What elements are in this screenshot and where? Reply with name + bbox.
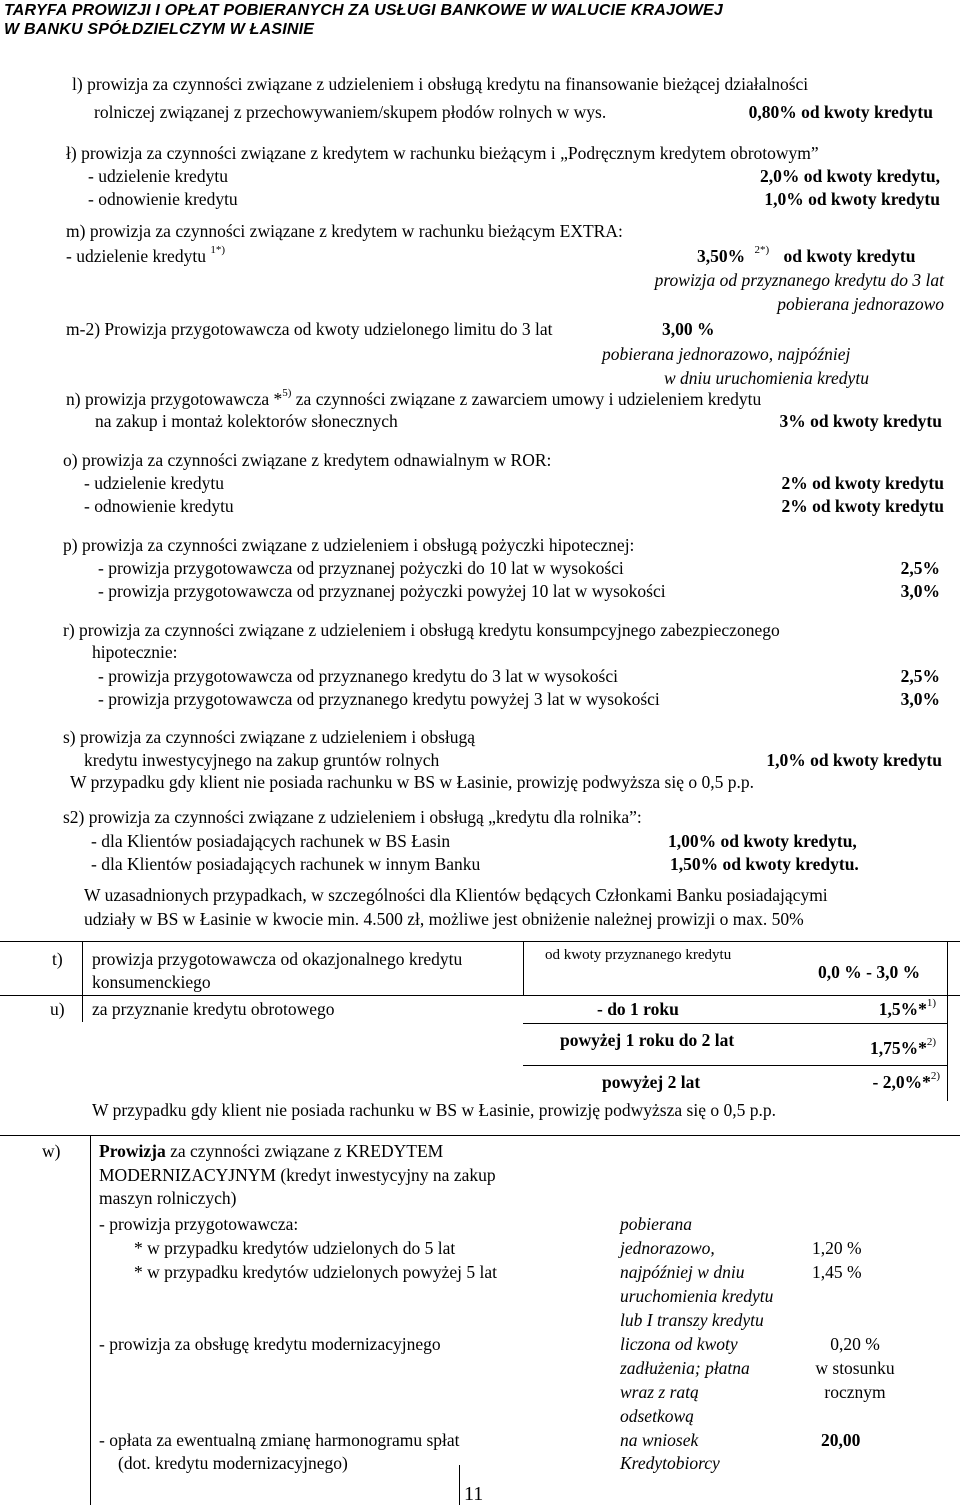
section-m2-note1: pobierana jednorazowo, najpóźniej xyxy=(602,344,851,364)
section-l-rate: 0,80% od kwoty kredytu xyxy=(748,102,933,122)
section-w-label: w) xyxy=(42,1141,61,1161)
section-s-line1: s) prowizja za czynności związane z udzieleniem i obsługą xyxy=(63,727,476,747)
section-w-fee2: (dot. kredytu modernizacyjnego) xyxy=(118,1453,348,1473)
section-u-period1: - do 1 roku xyxy=(597,999,679,1019)
table-tu-mid-border xyxy=(0,995,960,996)
section-t-basis: od kwoty przyznanego kredytu xyxy=(545,947,732,963)
section-p-rate1: 2,5% xyxy=(900,558,940,578)
section-t-desc1: prowizja przygotowawcza od okazjonalnego kredytu xyxy=(92,949,463,969)
section-m-item1 xyxy=(66,244,225,266)
section-u-rate1-sup: 1) xyxy=(926,997,936,1009)
section-t-label: t) xyxy=(52,949,63,969)
section-w-prep-note-2: jednorazowo, xyxy=(620,1238,715,1258)
section-p-item2: - prowizja przygotowawcza od przyznanej pożyczki powyżej 10 lat w wysokości xyxy=(98,581,666,601)
section-u-period2: powyżej 1 roku do 2 lat xyxy=(560,1030,735,1050)
section-u-rate3-sup: 2) xyxy=(930,1070,940,1082)
section-u-label: u) xyxy=(50,999,65,1019)
section-w-prep-rate1: 1,20 % xyxy=(812,1238,862,1258)
section-l2-rate2: 1,0% od kwoty kredytu xyxy=(764,189,940,209)
section-m-rate-sup: 2*) xyxy=(754,244,770,256)
section-r-line2: hipotecznie: xyxy=(92,642,178,662)
section-n-line1-a: n) prowizja przygotowawcza * xyxy=(66,389,283,409)
section-o-title: o) prowizja za czynności związane z kredytem odnawialnym w ROR: xyxy=(63,450,552,470)
table-u-row2-border xyxy=(523,1065,947,1066)
section-r-rate2: 3,0% xyxy=(900,689,940,709)
section-t-desc2: konsumenckiego xyxy=(92,972,211,992)
section-m2-title: m-2) Prowizja przygotowawcza od kwoty udzielonego limitu do 3 lat xyxy=(66,319,553,339)
section-m-note2: pobierana jednorazowo xyxy=(777,294,944,314)
section-w-serv-rate-1: 0,20 % xyxy=(830,1334,880,1354)
section-w-prep: - prowizja przygotowawcza: xyxy=(99,1214,299,1234)
section-w-prep-note-1: pobierana xyxy=(620,1214,692,1234)
section-r-item1: - prowizja przygotowawcza od przyznanego kredytu do 3 lat w wysokości xyxy=(98,666,618,686)
table-w-footer-divider xyxy=(459,1465,460,1505)
table-tu-top-border xyxy=(0,941,960,942)
table-u-row1-border xyxy=(523,1023,947,1024)
section-l-line2: rolniczej związanej z przechowywaniem/skupem płodów rolnych w wys. xyxy=(94,102,607,122)
section-s-line2: kredytu inwestycyjnego na zakup gruntów rolnych xyxy=(84,750,440,770)
section-w-title-rest: za czynności związane z KREDYTEM xyxy=(165,1141,444,1161)
section-w-prep2: * w przypadku kredytów udzielonych powyżej 5 lat xyxy=(134,1262,498,1282)
section-n-line1-b: za czynności związane z zawarciem umowy i udzieleniem kredytu xyxy=(291,389,762,409)
table-w-top-border xyxy=(0,1135,960,1136)
page-number: 11 xyxy=(464,1483,484,1505)
table-tu-divider-b xyxy=(82,995,83,1022)
section-r-line1: r) prowizja za czynności związane z udzieleniem i obsługą kredytu konsumpcyjnego zabezpieczonego xyxy=(63,620,780,640)
section-l2-rate1: 2,0% od kwoty kredytu, xyxy=(759,166,940,186)
section-p-rate2: 3,0% xyxy=(900,581,940,601)
header-title-line2: W BANKU SPÓŁDZIELCZYM W ŁASINIE xyxy=(4,21,315,38)
section-l2-item1: - udzielenie kredytu xyxy=(88,166,228,186)
section-w-fee-note-1: na wniosek xyxy=(620,1430,699,1450)
section-l2-item2: - odnowienie kredytu xyxy=(88,189,238,209)
section-w-title1 xyxy=(99,1143,443,1161)
header-title-line1: TARYFA PROWIZJI I OPŁAT POBIERANYCH ZA USŁUGI BANKOWE W WALUCIE KRAJOWEJ xyxy=(4,2,724,19)
section-n-sup: 5) xyxy=(282,387,292,399)
section-s2-item2: - dla Klientów posiadających rachunek w innym Banku xyxy=(91,854,481,874)
section-o-item1: - udzielenie kredytu xyxy=(84,473,224,493)
section-u-period3: powyżej 2 lat xyxy=(602,1072,701,1092)
table-t-col-divider xyxy=(523,941,524,995)
section-p-item1: - prowizja przygotowawcza od przyznanej pożyczki do 10 lat w wysokości xyxy=(98,558,624,578)
section-w-serv-rate-2: w stosunku xyxy=(815,1358,895,1378)
section-u-rate2 xyxy=(869,1036,936,1058)
section-w-serv-note-3: wraz z ratą xyxy=(620,1382,699,1402)
section-u-rate1 xyxy=(878,997,936,1019)
section-s2-note2: udziały w BS w Łasinie w kwocie min. 4.500 zł, możliwe jest obniżenie należnej prowizji o max. 50% xyxy=(84,909,804,929)
section-l-line1: l) prowizja za czynności związane z udzieleniem i obsługą kredytu na finansowanie bieżącej działalności xyxy=(72,74,809,94)
section-p-title: p) prowizja za czynności związane z udzieleniem i obsługą pożyczki hipotecznej: xyxy=(63,535,635,555)
section-m2-note2: w dniu uruchomienia kredytu xyxy=(664,368,869,388)
section-w-title2: MODERNIZACYJNYM (kredyt inwestycyjny na zakup xyxy=(99,1165,496,1185)
section-w-serv-note-4: odsetkową xyxy=(620,1406,694,1426)
section-w-serv: - prowizja za obsługę kredytu modernizacyjnego xyxy=(99,1334,441,1354)
section-n-line1 xyxy=(66,387,762,409)
section-w-prep-note-3: najpóźniej w dniu xyxy=(620,1262,745,1282)
section-w-fee-note-2: Kredytobiorcy xyxy=(620,1453,720,1473)
section-m-item1-sup: 1*) xyxy=(210,244,225,256)
section-s2-item1: - dla Klientów posiadających rachunek w BS Łasin xyxy=(91,831,451,851)
table-w-col1-divider xyxy=(90,1135,91,1505)
section-o-rate1: 2% od kwoty kredytu xyxy=(781,473,944,493)
section-l2-title: ł) prowizja za czynności związane z kredytem w rachunku bieżącym i „Podręcznym kredytem obrotowym” xyxy=(66,143,819,163)
section-s-rate: 1,0% od kwoty kredytu xyxy=(766,750,942,770)
section-s2-rate1: 1,00% od kwoty kredytu, xyxy=(668,831,857,851)
section-w-title-bold: Prowizja xyxy=(99,1141,166,1161)
section-s-note: W przypadku gdy klient nie posiada rachunku w BS w Łasinie, prowizję podwyższa się o 0,5 p.p. xyxy=(70,772,754,792)
section-u-desc: za przyznanie kredytu obrotowego xyxy=(92,999,335,1019)
section-m-title: m) prowizja za czynności związane z kredytem w rachunku bieżącym EXTRA: xyxy=(66,221,623,241)
section-u-rate3-value: - 2,0%* xyxy=(872,1072,931,1092)
table-tu-divider-a xyxy=(82,941,83,995)
section-w-fee1: - opłata za ewentualną zmianę harmonogramu spłat xyxy=(99,1430,460,1450)
section-w-prep-note-5: lub I transzy kredytu xyxy=(620,1310,764,1330)
section-m-item1-label: - udzielenie kredytu xyxy=(66,246,206,266)
section-w-serv-rate-3: rocznym xyxy=(824,1382,886,1402)
section-m-note1: prowizja od przyznanego kredytu do 3 lat xyxy=(654,270,944,290)
section-w-prep-note-4: uruchomienia kredytu xyxy=(620,1286,774,1306)
section-u-rate2-sup: 2) xyxy=(926,1036,936,1048)
table-tu-right-border xyxy=(947,941,948,1101)
section-m-rate xyxy=(697,244,916,266)
section-m-rate-suffix: od kwoty kredytu xyxy=(783,246,916,266)
section-w-title3: maszyn rolniczych) xyxy=(99,1188,237,1208)
section-n-line2: na zakup i montaż kolektorów słonecznych xyxy=(95,411,398,431)
section-u-note: W przypadku gdy klient nie posiada rachunku w BS w Łasinie, prowizję podwyższa się o 0,5 p.p. xyxy=(92,1100,776,1120)
section-w-serv-note-1: liczona od kwoty xyxy=(620,1334,738,1354)
section-u-rate3 xyxy=(872,1070,941,1092)
section-s2-title: s2) prowizja za czynności związane z udzieleniem i obsługą „kredytu dla rolnika”: xyxy=(63,807,642,827)
section-u-rate1-value: 1,5%* xyxy=(878,999,927,1019)
section-m2-rate: 3,00 % xyxy=(662,319,715,339)
section-w-fee-rate: 20,00 xyxy=(821,1430,861,1450)
section-r-rate1: 2,5% xyxy=(900,666,940,686)
section-w-prep1: * w przypadku kredytów udzielonych do 5 lat xyxy=(134,1238,456,1258)
section-o-rate2: 2% od kwoty kredytu xyxy=(781,496,944,516)
section-s2-note1: W uzasadnionych przypadkach, w szczególności dla Klientów będących Członkami Banku posiadającymi xyxy=(84,885,828,905)
section-u-rate2-value: 1,75%* xyxy=(869,1038,927,1058)
section-o-item2: - odnowienie kredytu xyxy=(84,496,234,516)
section-t-rate: 0,0 % - 3,0 % xyxy=(818,962,921,982)
section-m-rate-value: 3,50% xyxy=(697,246,746,266)
section-w-prep-rate2: 1,45 % xyxy=(812,1262,862,1282)
section-w-serv-note-2: zadłużenia; płatna xyxy=(620,1358,750,1378)
section-s2-rate2: 1,50% od kwoty kredytu. xyxy=(670,854,859,874)
section-r-item2: - prowizja przygotowawcza od przyznanego kredytu powyżej 3 lat w wysokości xyxy=(98,689,660,709)
section-n-rate: 3% od kwoty kredytu xyxy=(779,411,942,431)
